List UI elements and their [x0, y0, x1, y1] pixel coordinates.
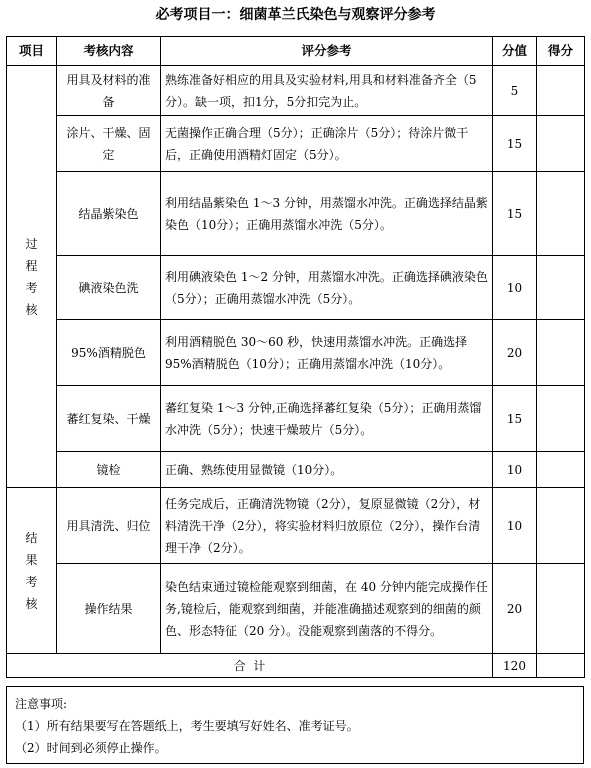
reference-cell: 无菌操作正确合理（5分）；正确涂片（5分）；待涂片微干后，正确使用酒精灯固定（5分）。	[161, 116, 493, 172]
header-content: 考核内容	[57, 37, 161, 66]
total-label: 合 计	[7, 654, 493, 678]
notes-item: （1）所有结果要写在答题纸上，考生要填写好姓名、准考证号。	[15, 719, 359, 733]
got-cell[interactable]	[537, 66, 585, 116]
header-got: 得分	[537, 37, 585, 66]
content-cell: 镜检	[57, 452, 161, 488]
page-title: 必考项目一：细菌革兰氏染色与观察评分参考	[155, 7, 436, 23]
reference-cell: 正确、熟练使用显微镜（10分）。	[161, 452, 493, 488]
table-row	[7, 488, 585, 564]
table-row	[7, 116, 585, 172]
content-cell: 用具清洗、归位	[57, 488, 161, 564]
score-cell: 10	[493, 256, 537, 320]
notes-item: （2）时间到必须停止操作。	[15, 741, 167, 755]
reference-cell: 利用结晶紫染色 1～3 分钟，用蒸馏水冲洗。正确选择结晶紫染色（10分）；正确用蒸馏水冲洗（5分）。	[161, 172, 493, 256]
reference-cell: 任务完成后，正确清洗物镜（2分），复原显微镜（2分），材料清洗干净（2分），将实验材料归放原位（2分），操作台清理干净（2分）。	[161, 488, 493, 564]
score-cell: 15	[493, 386, 537, 452]
notes-box	[6, 686, 584, 764]
group-result-label: 结 果 考 核	[7, 488, 57, 654]
total-score: 120	[493, 654, 537, 678]
scoring-table	[6, 36, 585, 678]
table-header-row	[7, 37, 585, 66]
score-cell: 10	[493, 452, 537, 488]
score-cell: 5	[493, 66, 537, 116]
total-row	[7, 654, 585, 678]
score-cell: 15	[493, 116, 537, 172]
table-row	[7, 320, 585, 386]
got-cell[interactable]	[537, 386, 585, 452]
content-cell: 操作结果	[57, 564, 161, 654]
got-cell[interactable]	[537, 488, 585, 564]
got-cell[interactable]	[537, 172, 585, 256]
table-row	[7, 66, 585, 116]
score-cell: 20	[493, 320, 537, 386]
table-row	[7, 564, 585, 654]
reference-cell: 熟练准备好相应的用具及实验材料,用具和材料准备齐全（5分）。缺一项，扣1分，5分扣完为止。	[161, 66, 493, 116]
content-cell: 蕃红复染、干燥	[57, 386, 161, 452]
got-cell[interactable]	[537, 452, 585, 488]
total-got-cell[interactable]	[537, 654, 585, 678]
score-cell: 10	[493, 488, 537, 564]
table-row	[7, 172, 585, 256]
got-cell[interactable]	[537, 320, 585, 386]
score-cell: 15	[493, 172, 537, 256]
notes-heading: 注意事项:	[15, 697, 68, 711]
content-cell: 用具及材料的准备	[57, 66, 161, 116]
table-row	[7, 452, 585, 488]
got-cell[interactable]	[537, 116, 585, 172]
header-item: 项目	[7, 37, 57, 66]
reference-cell: 蕃红复染 1～3 分钟,正确选择蕃红复染（5分）；正确用蒸馏水冲洗（5分）；快速干燥玻片（5分）。	[161, 386, 493, 452]
table-row	[7, 386, 585, 452]
header-reference: 评分参考	[161, 37, 493, 66]
table-row	[7, 256, 585, 320]
reference-cell: 利用碘液染色 1～2 分钟，用蒸馏水冲洗。正确选择碘液染色（5分）；正确用蒸馏水冲洗（5分）。	[161, 256, 493, 320]
reference-cell: 染色结束通过镜检能观察到细菌，在 40 分钟内能完成操作任务,镜检后，能观察到细菌，并能准确描述观察到的细菌的颜色、形态特征（20 分）。没能观察到菌落的不得分。	[161, 564, 493, 654]
reference-cell: 利用酒精脱色 30～60 秒，快速用蒸馏水冲洗。正确选择95%酒精脱色（10分）；正确用蒸馏水冲洗（10分）。	[161, 320, 493, 386]
group-process-label: 过 程 考 核	[7, 66, 57, 488]
content-cell: 结晶紫染色	[57, 172, 161, 256]
got-cell[interactable]	[537, 564, 585, 654]
content-cell: 碘液染色洗	[57, 256, 161, 320]
score-cell: 20	[493, 564, 537, 654]
content-cell: 涂片、干燥、固定	[57, 116, 161, 172]
content-cell: 95%酒精脱色	[57, 320, 161, 386]
header-score: 分值	[493, 37, 537, 66]
got-cell[interactable]	[537, 256, 585, 320]
